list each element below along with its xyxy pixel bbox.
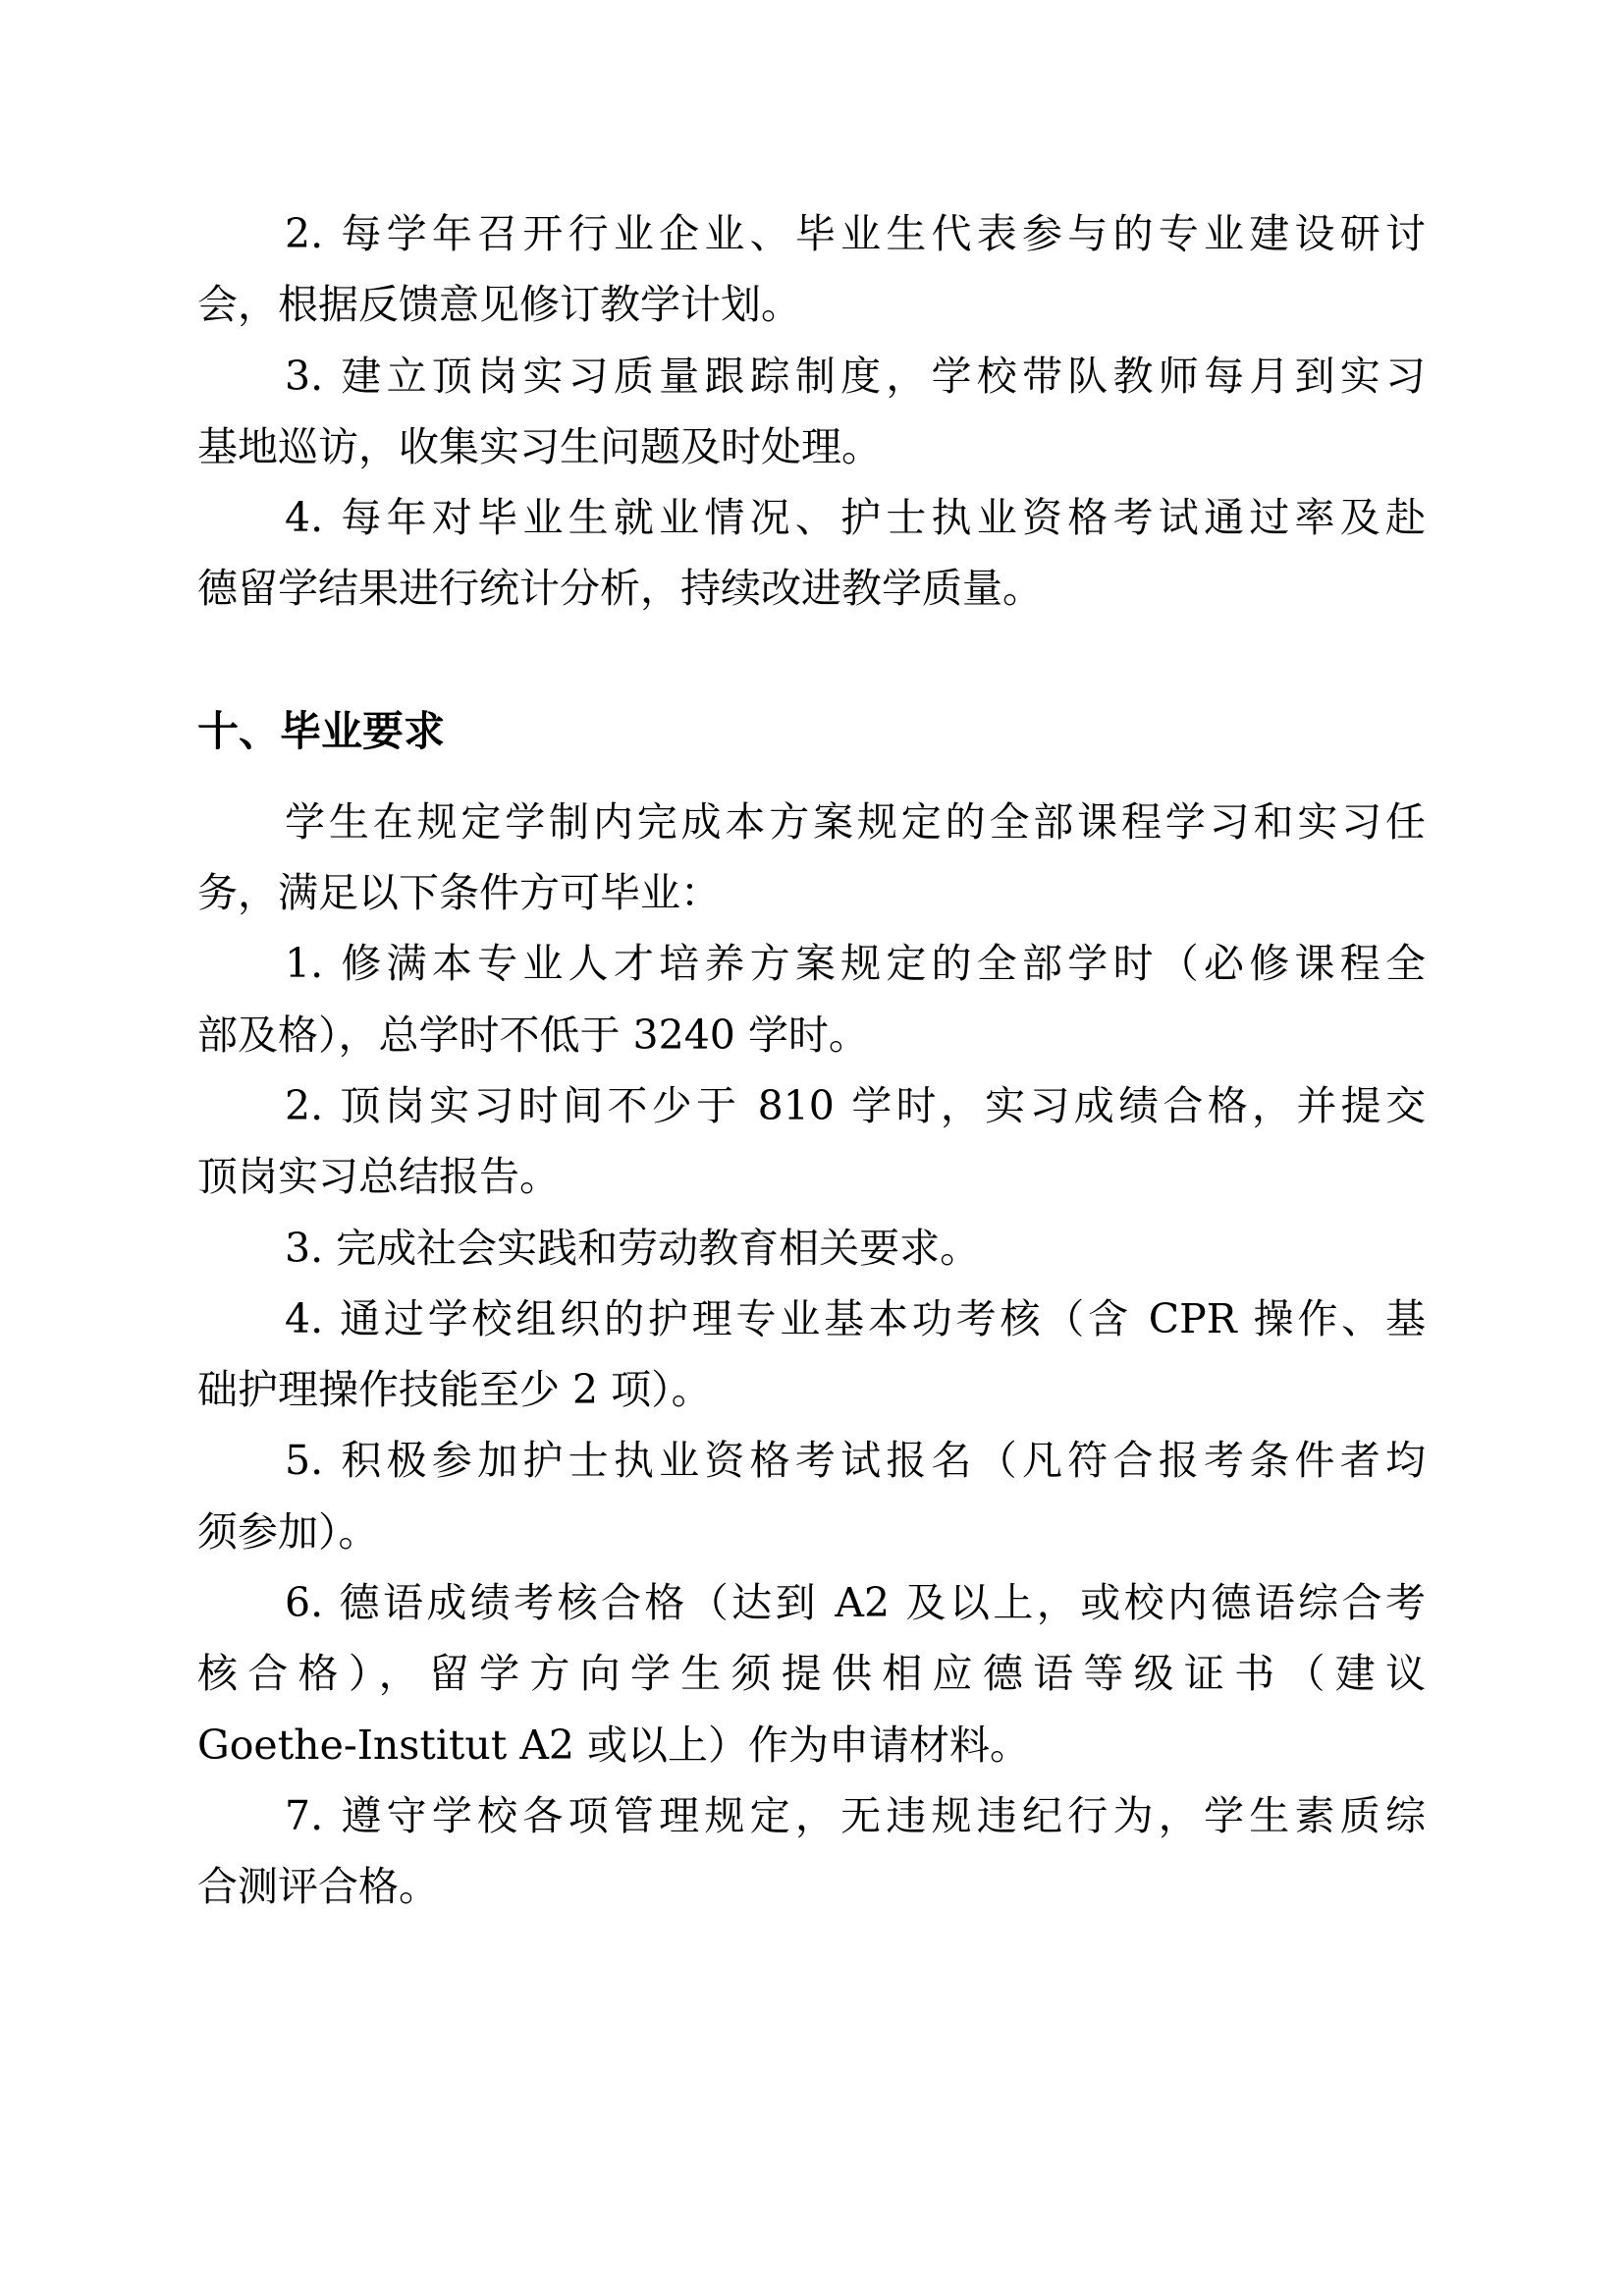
paragraph-line: 3. 完成社会实践和劳动教育相关要求。 [285, 1224, 981, 1272]
requirement-item [197, 1213, 1426, 1284]
paragraph-line: 会，根据反馈意见修订教学计划。 [197, 281, 801, 329]
requirement-item [197, 1284, 1426, 1426]
requirement-item [197, 1070, 1426, 1213]
paragraph-line: 2. 每学年召开行业企业、毕业生代表参与的专业建设研讨 [285, 210, 1426, 257]
requirement-item [197, 928, 1426, 1070]
paragraph-line: 3. 建立顶岗实习质量跟踪制度，学校带队教师每月到实习 [285, 352, 1426, 400]
list-item [197, 198, 1426, 341]
paragraph-line: Goethe-Institut A2 或以上）作为申请材料。 [197, 1721, 1031, 1769]
paragraph-line: 础护理操作技能至少 2 项）。 [197, 1366, 712, 1414]
paragraph-line: 务，满足以下条件方可毕业： [197, 869, 721, 917]
paragraph-line: 学生在规定学制内完成本方案规定的全部课程学习和实习任 [285, 797, 1426, 846]
requirement-item [197, 1780, 1426, 1923]
paragraph-line: 德留学结果进行统计分析，持续改进教学质量。 [197, 565, 1043, 613]
paragraph-line: 基地巡访，收集实习生问题及时处理。 [197, 422, 882, 470]
list-item [197, 482, 1426, 625]
paragraph-line: 顶岗实习总结报告。 [197, 1153, 560, 1201]
requirement-item [197, 1425, 1426, 1567]
paragraph-line: 部及格），总学时不低于 3240 学时。 [197, 1011, 869, 1059]
paragraph-line: 合测评合格。 [197, 1863, 439, 1911]
paragraph-line: 6. 德语成绩考核合格（达到 A2 及以上，或校内德语综合考 [285, 1579, 1426, 1627]
paragraph-line: 4. 通过学校组织的护理专业基本功考核（含 CPR 操作、基 [285, 1294, 1426, 1342]
paragraph-line: 须参加）。 [197, 1507, 379, 1556]
list-item [197, 341, 1426, 483]
section-heading: 十、毕业要求 [197, 706, 446, 755]
paragraph-line: 1. 修满本专业人才培养方案规定的全部学时（必修课程全 [285, 940, 1426, 988]
page-content [197, 198, 1426, 1923]
paragraph-line: 4. 每年对毕业生就业情况、护士执业资格考试通过率及赴 [285, 494, 1426, 542]
paragraph-line: 核合格），留学方向学生须提供相应德语等级证书（建议 [197, 1650, 1426, 1698]
paragraph-line: 7. 遵守学校各项管理规定，无违规违纪行为，学生素质综 [285, 1791, 1426, 1839]
intro-paragraph [197, 787, 1426, 929]
paragraph-line: 2. 顶岗实习时间不少于 810 学时，实习成绩合格，并提交 [285, 1081, 1426, 1129]
paragraph-line: 5. 积极参加护士执业资格考试报名（凡符合报考条件者均 [285, 1437, 1426, 1485]
requirement-item [197, 1567, 1426, 1780]
